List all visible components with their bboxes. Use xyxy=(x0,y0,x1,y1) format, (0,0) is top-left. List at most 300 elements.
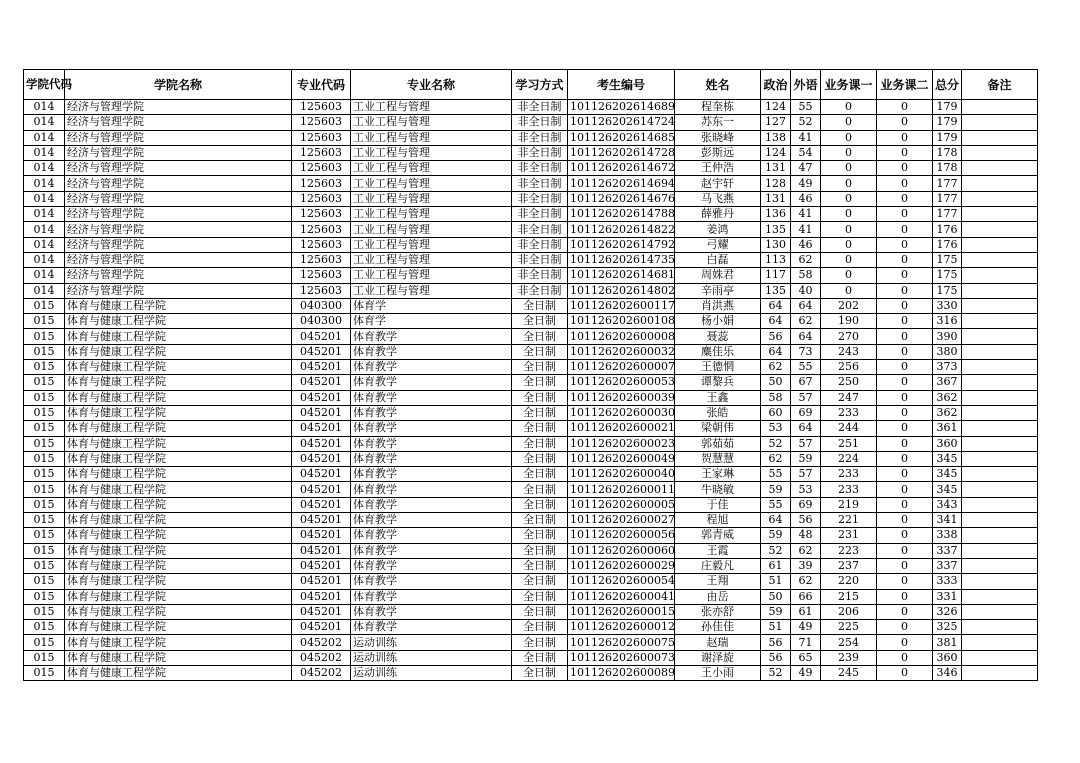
cell-college-code: 015 xyxy=(24,665,65,680)
cell-foreign-language: 41 xyxy=(791,207,821,222)
cell-remarks xyxy=(962,620,1038,635)
table-row xyxy=(24,589,1038,604)
cell-foreign-language: 55 xyxy=(791,100,821,115)
cell-study-mode: 全日制 xyxy=(512,467,568,482)
cell-remarks xyxy=(962,528,1038,543)
cell-total: 175 xyxy=(933,283,962,298)
cell-subject-one: 221 xyxy=(821,513,877,528)
cell-major-name: 运动训练 xyxy=(351,635,512,650)
cell-subject-one: 247 xyxy=(821,390,877,405)
cell-foreign-language: 40 xyxy=(791,283,821,298)
cell-college-code: 015 xyxy=(24,451,65,466)
cell-foreign-language: 58 xyxy=(791,268,821,283)
cell-major-code: 045201 xyxy=(292,620,351,635)
cell-subject-two: 0 xyxy=(877,360,933,375)
cell-politics: 136 xyxy=(761,207,791,222)
cell-major-name: 体育教学 xyxy=(351,360,512,375)
cell-study-mode: 全日制 xyxy=(512,298,568,313)
cell-college-name: 体育与健康工程学院 xyxy=(65,620,292,635)
cell-major-code: 125603 xyxy=(292,191,351,206)
cell-study-mode: 非全日制 xyxy=(512,161,568,176)
table-row xyxy=(24,635,1038,650)
cell-major-name: 体育学 xyxy=(351,314,512,329)
cell-major-code: 125603 xyxy=(292,237,351,252)
cell-college-name: 经济与管理学院 xyxy=(65,145,292,160)
header-major-code: 专业代码 xyxy=(292,70,351,100)
cell-subject-two: 0 xyxy=(877,207,933,222)
cell-politics: 51 xyxy=(761,574,791,589)
header-foreign-language: 外语 xyxy=(791,70,821,100)
cell-remarks xyxy=(962,222,1038,237)
cell-name: 马飞燕 xyxy=(675,191,761,206)
table-row xyxy=(24,467,1038,482)
cell-remarks xyxy=(962,268,1038,283)
cell-subject-two: 0 xyxy=(877,543,933,558)
cell-foreign-language: 62 xyxy=(791,314,821,329)
cell-remarks xyxy=(962,451,1038,466)
cell-major-code: 125603 xyxy=(292,130,351,145)
cell-major-code: 045202 xyxy=(292,635,351,650)
cell-foreign-language: 59 xyxy=(791,451,821,466)
cell-candidate-id: 101126202600021 xyxy=(568,421,675,436)
cell-study-mode: 全日制 xyxy=(512,482,568,497)
cell-college-name: 经济与管理学院 xyxy=(65,268,292,283)
cell-politics: 52 xyxy=(761,665,791,680)
cell-college-name: 体育与健康工程学院 xyxy=(65,574,292,589)
cell-candidate-id: 101126202600030 xyxy=(568,405,675,420)
cell-major-name: 体育教学 xyxy=(351,497,512,512)
cell-major-code: 125603 xyxy=(292,176,351,191)
cell-foreign-language: 57 xyxy=(791,436,821,451)
cell-politics: 117 xyxy=(761,268,791,283)
cell-major-code: 045201 xyxy=(292,451,351,466)
cell-college-name: 经济与管理学院 xyxy=(65,207,292,222)
cell-name: 杨小娟 xyxy=(675,314,761,329)
cell-subject-two: 0 xyxy=(877,176,933,191)
cell-subject-two: 0 xyxy=(877,375,933,390)
cell-foreign-language: 41 xyxy=(791,222,821,237)
cell-subject-two: 0 xyxy=(877,436,933,451)
cell-college-code: 015 xyxy=(24,497,65,512)
cell-total: 360 xyxy=(933,436,962,451)
cell-remarks xyxy=(962,558,1038,573)
cell-college-code: 015 xyxy=(24,405,65,420)
cell-name: 辛雨亭 xyxy=(675,283,761,298)
cell-study-mode: 全日制 xyxy=(512,497,568,512)
cell-total: 331 xyxy=(933,589,962,604)
cell-remarks xyxy=(962,375,1038,390)
cell-college-name: 体育与健康工程学院 xyxy=(65,604,292,619)
cell-politics: 55 xyxy=(761,497,791,512)
cell-name: 聂蕊 xyxy=(675,329,761,344)
cell-college-name: 经济与管理学院 xyxy=(65,283,292,298)
cell-college-code: 015 xyxy=(24,635,65,650)
cell-politics: 131 xyxy=(761,161,791,176)
cell-subject-one: 0 xyxy=(821,237,877,252)
cell-major-code: 125603 xyxy=(292,145,351,160)
cell-name: 孙佳佳 xyxy=(675,620,761,635)
cell-candidate-id: 101126202600040 xyxy=(568,467,675,482)
cell-name: 郭茹茹 xyxy=(675,436,761,451)
table-row xyxy=(24,314,1038,329)
cell-candidate-id: 101126202600056 xyxy=(568,528,675,543)
cell-subject-two: 0 xyxy=(877,252,933,267)
cell-politics: 61 xyxy=(761,558,791,573)
cell-subject-two: 0 xyxy=(877,620,933,635)
cell-college-name: 体育与健康工程学院 xyxy=(65,543,292,558)
cell-major-name: 体育教学 xyxy=(351,344,512,359)
cell-major-name: 工业工程与管理 xyxy=(351,130,512,145)
cell-major-name: 体育教学 xyxy=(351,589,512,604)
cell-college-name: 经济与管理学院 xyxy=(65,252,292,267)
cell-total: 177 xyxy=(933,191,962,206)
table-row xyxy=(24,207,1038,222)
cell-subject-two: 0 xyxy=(877,298,933,313)
cell-study-mode: 全日制 xyxy=(512,436,568,451)
header-total: 总分 xyxy=(933,70,962,100)
cell-foreign-language: 39 xyxy=(791,558,821,573)
table-row xyxy=(24,650,1038,665)
cell-foreign-language: 67 xyxy=(791,375,821,390)
cell-major-name: 体育教学 xyxy=(351,604,512,619)
cell-subject-one: 0 xyxy=(821,115,877,130)
cell-major-name: 工业工程与管理 xyxy=(351,176,512,191)
cell-subject-two: 0 xyxy=(877,635,933,650)
cell-subject-one: 206 xyxy=(821,604,877,619)
cell-study-mode: 全日制 xyxy=(512,665,568,680)
header-college-code: 学院代码 xyxy=(24,70,65,100)
cell-major-code: 125603 xyxy=(292,161,351,176)
cell-major-name: 工业工程与管理 xyxy=(351,207,512,222)
cell-remarks xyxy=(962,467,1038,482)
cell-remarks xyxy=(962,130,1038,145)
cell-remarks xyxy=(962,237,1038,252)
cell-study-mode: 全日制 xyxy=(512,635,568,650)
cell-candidate-id: 101126202614735 xyxy=(568,252,675,267)
cell-college-name: 经济与管理学院 xyxy=(65,237,292,252)
cell-subject-one: 270 xyxy=(821,329,877,344)
cell-total: 367 xyxy=(933,375,962,390)
cell-college-code: 015 xyxy=(24,298,65,313)
table-row xyxy=(24,436,1038,451)
cell-remarks xyxy=(962,145,1038,160)
cell-study-mode: 非全日制 xyxy=(512,222,568,237)
cell-study-mode: 非全日制 xyxy=(512,191,568,206)
table-row xyxy=(24,145,1038,160)
cell-major-name: 体育教学 xyxy=(351,421,512,436)
cell-major-code: 045201 xyxy=(292,375,351,390)
cell-study-mode: 全日制 xyxy=(512,421,568,436)
cell-name: 苏东一 xyxy=(675,115,761,130)
cell-study-mode: 全日制 xyxy=(512,513,568,528)
cell-subject-one: 233 xyxy=(821,482,877,497)
cell-major-code: 045201 xyxy=(292,405,351,420)
table-row xyxy=(24,237,1038,252)
cell-name: 张晓峰 xyxy=(675,130,761,145)
cell-candidate-id: 101126202614802 xyxy=(568,283,675,298)
cell-foreign-language: 61 xyxy=(791,604,821,619)
cell-subject-one: 250 xyxy=(821,375,877,390)
cell-name: 由岳 xyxy=(675,589,761,604)
cell-foreign-language: 46 xyxy=(791,191,821,206)
cell-foreign-language: 62 xyxy=(791,252,821,267)
cell-college-name: 体育与健康工程学院 xyxy=(65,467,292,482)
header-name: 姓名 xyxy=(675,70,761,100)
table-row xyxy=(24,620,1038,635)
table-row xyxy=(24,421,1038,436)
cell-college-name: 体育与健康工程学院 xyxy=(65,298,292,313)
cell-major-name: 体育教学 xyxy=(351,620,512,635)
cell-subject-one: 0 xyxy=(821,207,877,222)
cell-name: 彭斯远 xyxy=(675,145,761,160)
cell-total: 337 xyxy=(933,543,962,558)
table-row xyxy=(24,543,1038,558)
cell-subject-two: 0 xyxy=(877,268,933,283)
cell-candidate-id: 101126202600012 xyxy=(568,620,675,635)
cell-total: 373 xyxy=(933,360,962,375)
cell-study-mode: 全日制 xyxy=(512,344,568,359)
cell-study-mode: 非全日制 xyxy=(512,283,568,298)
cell-name: 程奎栋 xyxy=(675,100,761,115)
cell-politics: 55 xyxy=(761,467,791,482)
cell-candidate-id: 101126202600007 xyxy=(568,360,675,375)
cell-total: 360 xyxy=(933,650,962,665)
cell-foreign-language: 49 xyxy=(791,665,821,680)
cell-foreign-language: 53 xyxy=(791,482,821,497)
cell-subject-two: 0 xyxy=(877,497,933,512)
cell-candidate-id: 101126202600032 xyxy=(568,344,675,359)
cell-major-code: 125603 xyxy=(292,283,351,298)
table-row xyxy=(24,191,1038,206)
table-row xyxy=(24,344,1038,359)
cell-major-code: 045201 xyxy=(292,390,351,405)
cell-college-name: 体育与健康工程学院 xyxy=(65,436,292,451)
cell-study-mode: 非全日制 xyxy=(512,176,568,191)
cell-politics: 59 xyxy=(761,482,791,497)
cell-candidate-id: 101126202614685 xyxy=(568,130,675,145)
cell-major-code: 045201 xyxy=(292,558,351,573)
cell-study-mode: 非全日制 xyxy=(512,207,568,222)
cell-college-code: 015 xyxy=(24,375,65,390)
cell-politics: 58 xyxy=(761,390,791,405)
cell-college-name: 体育与健康工程学院 xyxy=(65,497,292,512)
cell-name: 王翔 xyxy=(675,574,761,589)
cell-subject-two: 0 xyxy=(877,482,933,497)
cell-major-code: 045201 xyxy=(292,436,351,451)
header-subject-two: 业务课二 xyxy=(877,70,933,100)
cell-name: 王仲浩 xyxy=(675,161,761,176)
cell-politics: 124 xyxy=(761,145,791,160)
cell-politics: 131 xyxy=(761,191,791,206)
cell-subject-one: 256 xyxy=(821,360,877,375)
cell-candidate-id: 101126202600053 xyxy=(568,375,675,390)
cell-college-name: 经济与管理学院 xyxy=(65,100,292,115)
cell-candidate-id: 101126202600039 xyxy=(568,390,675,405)
cell-college-code: 015 xyxy=(24,558,65,573)
table-row xyxy=(24,268,1038,283)
cell-total: 175 xyxy=(933,268,962,283)
cell-foreign-language: 65 xyxy=(791,650,821,665)
table-row xyxy=(24,329,1038,344)
cell-study-mode: 全日制 xyxy=(512,620,568,635)
cell-politics: 62 xyxy=(761,451,791,466)
cell-subject-two: 0 xyxy=(877,589,933,604)
cell-candidate-id: 101126202600049 xyxy=(568,451,675,466)
cell-name: 麋佳乐 xyxy=(675,344,761,359)
cell-college-code: 014 xyxy=(24,115,65,130)
cell-candidate-id: 101126202614672 xyxy=(568,161,675,176)
cell-college-name: 体育与健康工程学院 xyxy=(65,344,292,359)
table-row xyxy=(24,252,1038,267)
cell-politics: 128 xyxy=(761,176,791,191)
cell-total: 316 xyxy=(933,314,962,329)
cell-study-mode: 非全日制 xyxy=(512,268,568,283)
cell-foreign-language: 69 xyxy=(791,497,821,512)
cell-name: 赵宇轩 xyxy=(675,176,761,191)
cell-major-name: 体育教学 xyxy=(351,467,512,482)
cell-subject-two: 0 xyxy=(877,314,933,329)
cell-candidate-id: 101126202600029 xyxy=(568,558,675,573)
cell-subject-two: 0 xyxy=(877,283,933,298)
cell-subject-one: 215 xyxy=(821,589,877,604)
cell-major-name: 工业工程与管理 xyxy=(351,115,512,130)
cell-candidate-id: 101126202600060 xyxy=(568,543,675,558)
cell-total: 178 xyxy=(933,161,962,176)
cell-major-name: 体育学 xyxy=(351,298,512,313)
header-candidate-id: 考生编号 xyxy=(568,70,675,100)
cell-total: 345 xyxy=(933,451,962,466)
cell-major-name: 工业工程与管理 xyxy=(351,283,512,298)
cell-candidate-id: 101126202600027 xyxy=(568,513,675,528)
table-row xyxy=(24,176,1038,191)
cell-major-name: 工业工程与管理 xyxy=(351,222,512,237)
cell-major-code: 125603 xyxy=(292,222,351,237)
cell-remarks xyxy=(962,436,1038,451)
cell-subject-two: 0 xyxy=(877,665,933,680)
cell-total: 390 xyxy=(933,329,962,344)
cell-foreign-language: 64 xyxy=(791,421,821,436)
cell-name: 肖洪燕 xyxy=(675,298,761,313)
cell-college-code: 015 xyxy=(24,620,65,635)
cell-major-code: 045201 xyxy=(292,604,351,619)
cell-major-code: 125603 xyxy=(292,207,351,222)
cell-college-code: 015 xyxy=(24,314,65,329)
cell-remarks xyxy=(962,283,1038,298)
cell-name: 王鑫 xyxy=(675,390,761,405)
cell-college-name: 体育与健康工程学院 xyxy=(65,482,292,497)
cell-major-name: 体育教学 xyxy=(351,436,512,451)
cell-subject-two: 0 xyxy=(877,574,933,589)
cell-remarks xyxy=(962,497,1038,512)
cell-candidate-id: 101126202614676 xyxy=(568,191,675,206)
cell-major-code: 045202 xyxy=(292,665,351,680)
cell-politics: 138 xyxy=(761,130,791,145)
cell-foreign-language: 41 xyxy=(791,130,821,145)
cell-politics: 60 xyxy=(761,405,791,420)
cell-candidate-id: 101126202614681 xyxy=(568,268,675,283)
table-body xyxy=(24,100,1038,681)
cell-subject-two: 0 xyxy=(877,329,933,344)
cell-college-name: 经济与管理学院 xyxy=(65,161,292,176)
cell-subject-two: 0 xyxy=(877,467,933,482)
cell-name: 牛晓敏 xyxy=(675,482,761,497)
table-row xyxy=(24,283,1038,298)
cell-study-mode: 全日制 xyxy=(512,390,568,405)
admission-score-table xyxy=(23,69,1038,681)
cell-remarks xyxy=(962,115,1038,130)
cell-subject-one: 0 xyxy=(821,130,877,145)
cell-major-name: 工业工程与管理 xyxy=(351,161,512,176)
cell-remarks xyxy=(962,329,1038,344)
cell-politics: 135 xyxy=(761,222,791,237)
cell-total: 362 xyxy=(933,405,962,420)
cell-candidate-id: 101126202614724 xyxy=(568,115,675,130)
cell-major-code: 045201 xyxy=(292,497,351,512)
cell-name: 张亦舒 xyxy=(675,604,761,619)
cell-subject-one: 0 xyxy=(821,222,877,237)
cell-subject-one: 254 xyxy=(821,635,877,650)
cell-major-name: 体育教学 xyxy=(351,375,512,390)
cell-subject-two: 0 xyxy=(877,130,933,145)
cell-college-name: 体育与健康工程学院 xyxy=(65,405,292,420)
cell-remarks xyxy=(962,100,1038,115)
header-college-name: 学院名称 xyxy=(65,70,292,100)
cell-major-name: 体育教学 xyxy=(351,482,512,497)
cell-study-mode: 全日制 xyxy=(512,543,568,558)
cell-subject-two: 0 xyxy=(877,237,933,252)
table-row xyxy=(24,513,1038,528)
cell-remarks xyxy=(962,207,1038,222)
cell-foreign-language: 56 xyxy=(791,513,821,528)
cell-college-name: 体育与健康工程学院 xyxy=(65,375,292,390)
cell-foreign-language: 73 xyxy=(791,344,821,359)
cell-name: 薛雅丹 xyxy=(675,207,761,222)
cell-candidate-id: 101126202614822 xyxy=(568,222,675,237)
cell-politics: 127 xyxy=(761,115,791,130)
cell-college-code: 015 xyxy=(24,604,65,619)
cell-politics: 56 xyxy=(761,650,791,665)
cell-total: 362 xyxy=(933,390,962,405)
cell-candidate-id: 101126202600015 xyxy=(568,604,675,619)
cell-politics: 50 xyxy=(761,589,791,604)
cell-total: 333 xyxy=(933,574,962,589)
cell-total: 330 xyxy=(933,298,962,313)
table-row xyxy=(24,665,1038,680)
cell-remarks xyxy=(962,482,1038,497)
table-row xyxy=(24,405,1038,420)
cell-candidate-id: 101126202614792 xyxy=(568,237,675,252)
cell-college-name: 体育与健康工程学院 xyxy=(65,635,292,650)
cell-subject-one: 244 xyxy=(821,421,877,436)
cell-study-mode: 全日制 xyxy=(512,574,568,589)
cell-name: 庄毅凡 xyxy=(675,558,761,573)
cell-politics: 64 xyxy=(761,298,791,313)
cell-study-mode: 全日制 xyxy=(512,375,568,390)
cell-subject-one: 0 xyxy=(821,176,877,191)
cell-major-name: 工业工程与管理 xyxy=(351,252,512,267)
cell-subject-one: 0 xyxy=(821,161,877,176)
cell-foreign-language: 62 xyxy=(791,543,821,558)
cell-major-code: 125603 xyxy=(292,115,351,130)
cell-subject-two: 0 xyxy=(877,145,933,160)
cell-remarks xyxy=(962,513,1038,528)
cell-subject-two: 0 xyxy=(877,344,933,359)
cell-remarks xyxy=(962,421,1038,436)
cell-name: 王家琳 xyxy=(675,467,761,482)
cell-subject-one: 239 xyxy=(821,650,877,665)
cell-subject-one: 233 xyxy=(821,467,877,482)
cell-remarks xyxy=(962,344,1038,359)
